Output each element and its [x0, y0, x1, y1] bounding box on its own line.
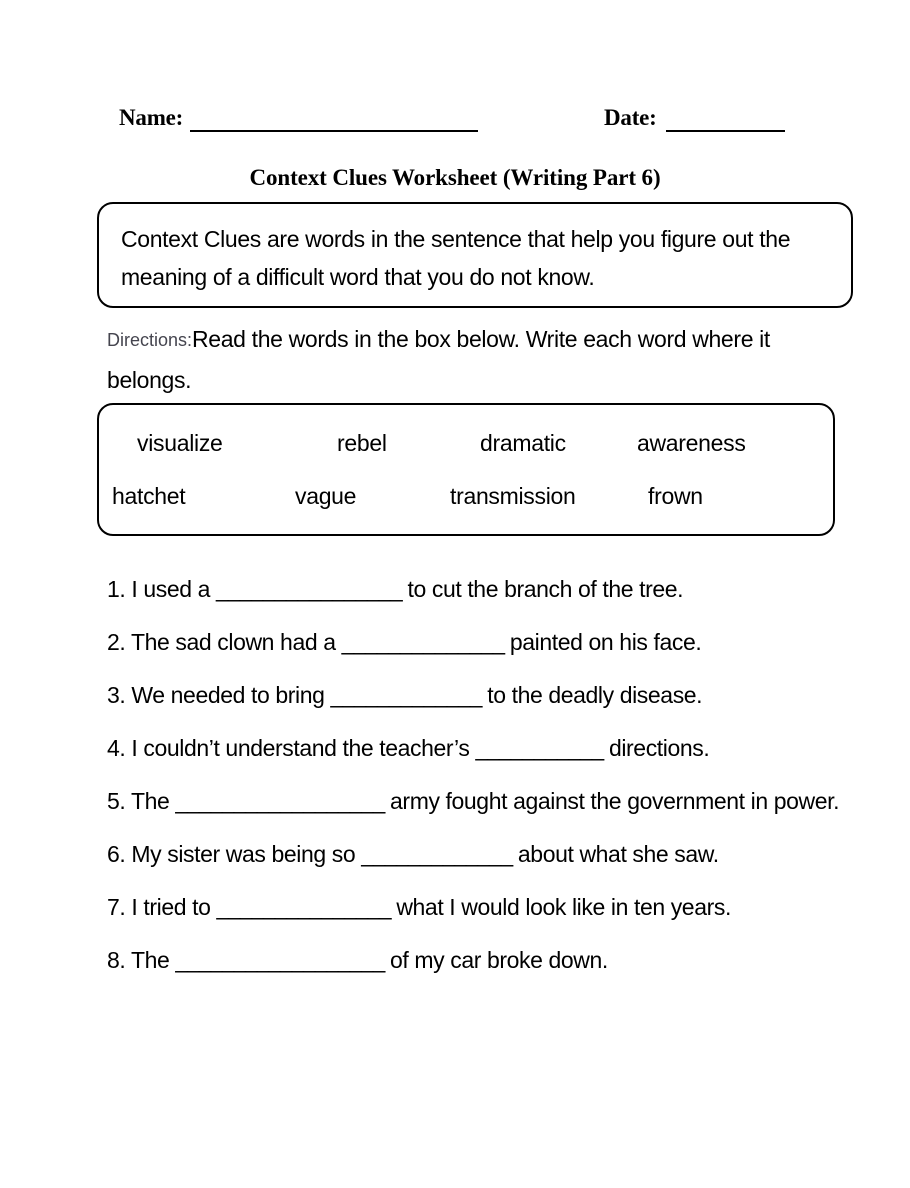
question-text-after: directions.	[602, 735, 710, 761]
answer-blank[interactable]: ________________	[216, 576, 402, 602]
question-number: 1.	[107, 576, 126, 602]
definition-text: Context Clues are words in the sentence that help you figure out the meaning of a difficult word that you do not know.	[121, 226, 791, 290]
answer-blank[interactable]: _______________	[216, 894, 391, 920]
word-bank-word: vague	[295, 483, 357, 509]
question-text-before: I used a	[125, 576, 217, 602]
question-text-after: painted on his face.	[503, 629, 702, 655]
question-text-before: The sad clown had a	[125, 629, 342, 655]
question-text-after: about what she saw.	[511, 841, 719, 867]
question-text-before: My sister was being so	[125, 841, 362, 867]
questions-list	[107, 568, 847, 981]
word-bank-word: dramatic	[480, 430, 566, 456]
directions-block	[107, 320, 827, 400]
question-number: 6.	[107, 841, 126, 867]
answer-blank[interactable]: __________________	[175, 788, 385, 814]
question-text-before: The	[125, 947, 176, 973]
word-bank-word: hatchet	[112, 483, 186, 509]
date-label: Date:	[604, 105, 657, 130]
word-bank-word: frown	[648, 483, 703, 509]
name-label: Name:	[119, 105, 184, 130]
question-number: 7.	[107, 894, 126, 920]
word-bank-word: awareness	[637, 430, 746, 456]
page-title: Context Clues Worksheet (Writing Part 6)	[249, 165, 661, 190]
question-item	[107, 780, 847, 822]
question-text-before: I tried to	[125, 894, 217, 920]
directions-text: Read the words in the box below. Write each word where it belongs.	[107, 326, 770, 393]
question-text-before: We needed to bring	[125, 682, 331, 708]
question-item	[107, 727, 847, 769]
question-text-before: The	[125, 788, 176, 814]
definition-box	[97, 202, 853, 308]
answer-blank[interactable]: ___________	[475, 735, 603, 761]
question-text-after: what I would look like in ten years.	[390, 894, 731, 920]
name-blank-line[interactable]	[190, 130, 478, 132]
question-text-after: army fought against the government in power.	[384, 788, 840, 814]
question-text-after: to cut the branch of the tree.	[401, 576, 684, 602]
word-bank-word: visualize	[137, 430, 223, 456]
question-text-after: to the deadly disease.	[481, 682, 703, 708]
answer-blank[interactable]: _____________	[330, 682, 482, 708]
question-item	[107, 833, 847, 875]
question-number: 3.	[107, 682, 126, 708]
word-bank-box	[97, 403, 835, 536]
answer-blank[interactable]: _____________	[361, 841, 512, 867]
word-bank-word: rebel	[337, 430, 387, 456]
question-number: 4.	[107, 735, 126, 761]
answer-blank[interactable]: __________________	[175, 947, 385, 973]
question-item	[107, 568, 847, 610]
question-number: 8.	[107, 947, 126, 973]
question-item	[107, 939, 847, 981]
question-number: 5.	[107, 788, 126, 814]
question-text-before: I couldn’t understand the teacher’s	[125, 735, 476, 761]
date-blank-line[interactable]	[666, 130, 785, 132]
name-date-row	[0, 103, 910, 137]
directions-label: Directions:	[107, 330, 193, 350]
question-item	[107, 621, 847, 663]
word-bank-row	[99, 427, 837, 467]
question-item	[107, 886, 847, 928]
directions-line	[107, 320, 827, 400]
question-text-after: of my car broke down.	[384, 947, 608, 973]
answer-blank[interactable]: ______________	[341, 629, 504, 655]
question-number: 2.	[107, 629, 126, 655]
word-bank-row	[99, 480, 837, 520]
word-bank-word: transmission	[450, 483, 576, 509]
question-item	[107, 674, 847, 716]
